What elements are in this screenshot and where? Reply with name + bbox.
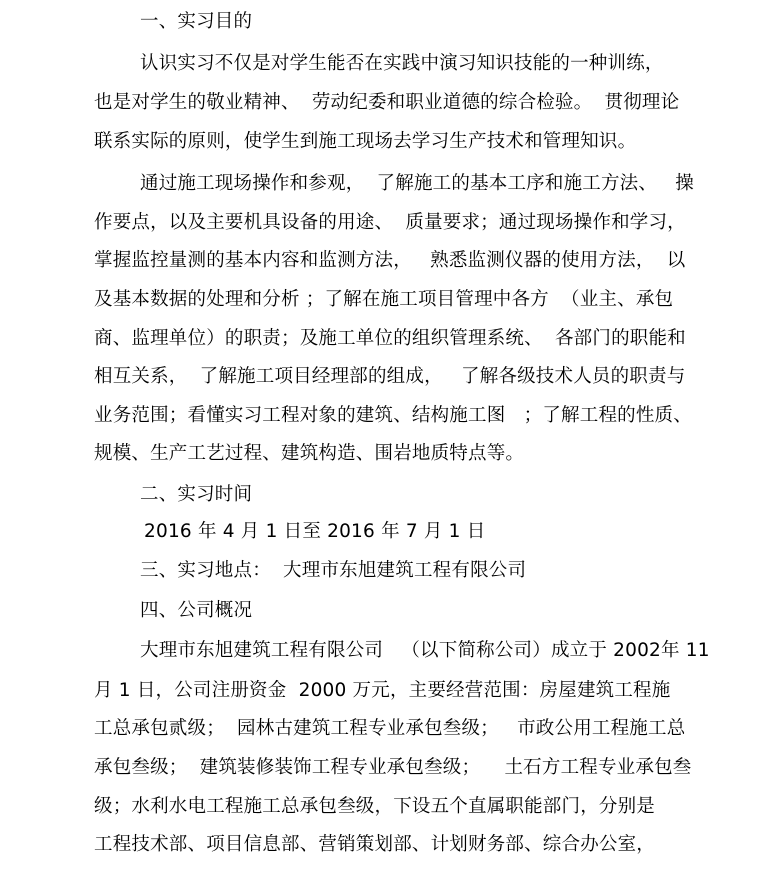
paragraph-line: 认识实习不仅是对学生能否在实践中演习知识技能的一种训练，: [140, 53, 664, 74]
paragraph-line: 掌握监控量测的基本内容和监测方法， 熟悉监测仪器的使用方法， 以: [94, 250, 686, 271]
paragraph-line: 及基本数据的处理和分析 ；了解在施工项目管理中各方 （业主、承包: [94, 289, 674, 310]
heading-purpose: 一、实习目的: [140, 11, 253, 32]
paragraph-line: 月 1 日，公司注册资金 2000 万元，主要经营范围：房屋建筑工程施: [94, 680, 671, 701]
heading-time: 二、实习时间: [140, 484, 253, 505]
paragraph-line: 相互关系， 了解施工项目经理部的组成， 了解各级技术人员的职责与: [94, 366, 686, 387]
internship-dates: 2016 年 4 月 1 日至 2016 年 7 月 1 日: [144, 521, 486, 542]
paragraph-line: 承包叁级； 建筑装修装饰工程专业承包叁级； 土石方工程专业承包叁: [94, 757, 692, 778]
paragraph-line: 工总承包贰级； 园林古建筑工程专业承包叁级； 市政公用工程施工总: [94, 718, 686, 739]
paragraph-line: 级；水利水电工程施工总承包叁级，下设五个直属职能部门，分别是: [94, 796, 656, 817]
paragraph-line: 工程技术部、项目信息部、营销策划部、计划财务部、综合办公室，: [94, 834, 656, 855]
paragraph-line: 联系实际的原则，使学生到施工现场去学习生产技术和管理知识。: [94, 131, 637, 152]
paragraph-line: 业务范围；看懂实习工程对象的建筑、结构施工图 ；了解工程的性质、: [94, 405, 692, 426]
heading-location: 三、实习地点： 大理市东旭建筑工程有限公司: [140, 560, 527, 581]
paragraph-line: 通过施工现场操作和参观， 了解施工的基本工序和施工方法、 操: [140, 173, 695, 194]
paragraph-line: 大理市东旭建筑工程有限公司 （以下简称公司）成立于 2002年 11: [140, 640, 710, 661]
paragraph-line: 商、监理单位）的职责；及施工单位的组织管理系统、 各部门的职能和: [94, 328, 686, 349]
paragraph-line: 规模、生产工艺过程、建筑构造、围岩地质特点等。: [94, 443, 525, 464]
paragraph-line: 作要点，以及主要机具设备的用途、 质量要求；通过现场操作和学习，: [94, 212, 686, 233]
heading-company: 四、公司概况: [140, 600, 253, 621]
paragraph-line: 也是对学生的敬业精神、 劳动纪委和职业道德的综合检验。 贯彻理论: [94, 92, 680, 113]
